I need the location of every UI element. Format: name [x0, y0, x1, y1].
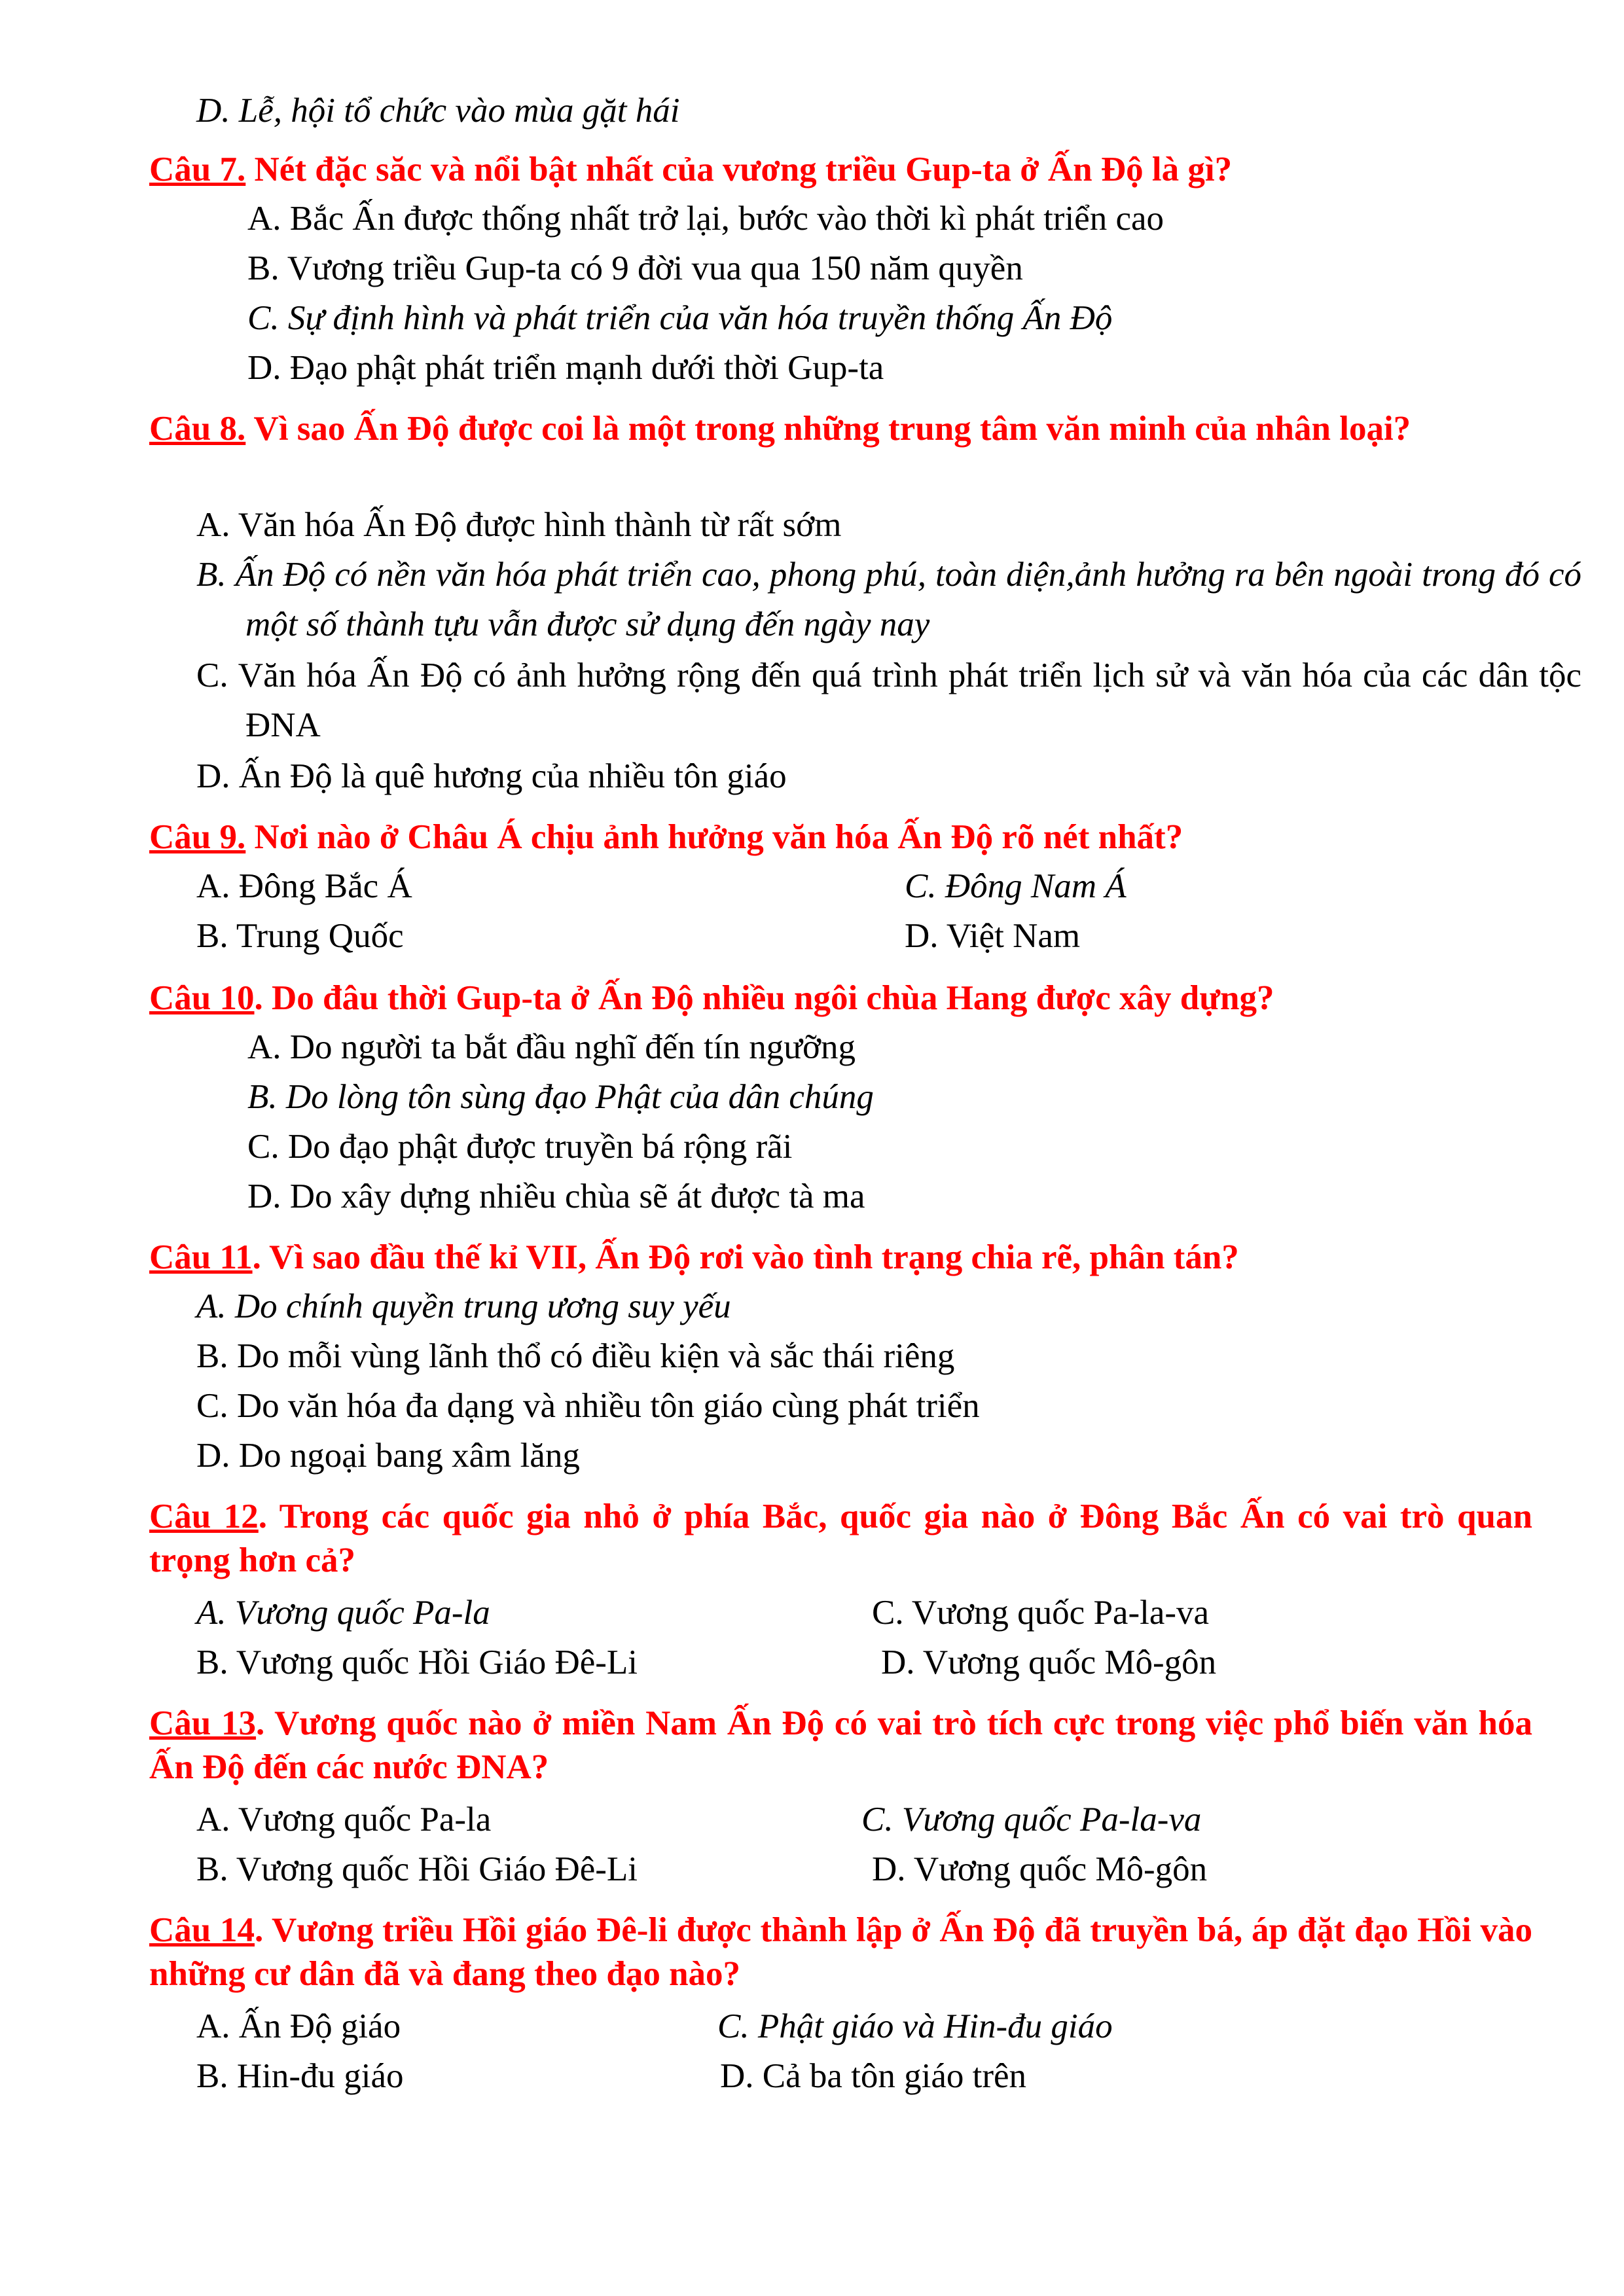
question-text: Vì sao Ấn Độ được coi là một trong những trung tâm văn minh của nhân loại? [245, 410, 1411, 448]
q8-option-a: A. Văn hóa Ấn Độ được hình thành từ rất sớm [196, 506, 842, 544]
q10-option-a: A. Do người ta bắt đầu nghĩ đến tín ngưỡng [247, 1028, 856, 1066]
question-text: Nét đặc săc và nổi bật nhất của vương triều Gup-ta ở Ấn Độ là gì? [245, 151, 1233, 188]
carryover-option: D. Lễ, hội tổ chức vào mùa gặt hái [196, 92, 680, 130]
q9-option-d: D. Việt Nam [905, 917, 1081, 955]
question-text: . Trong các quốc gia nhỏ ở phía Bắc, quốc gia nào ở Đông Bắc Ấn có vai trò quan trọng hơn cả? [149, 1498, 1532, 1579]
question-label: Câu 10 [149, 979, 255, 1017]
question-text: . Vương triều Hồi giáo Đê-li được thành lập ở Ấn Độ đã truyền bá, áp đặt đạo Hồi vào những cư dân đã và đang theo đạo nào? [149, 1911, 1532, 1993]
question-label: Câu 13 [149, 1704, 257, 1742]
question-9 [149, 816, 1532, 859]
q13-option-d: D. Vương quốc Mô-gôn [872, 1850, 1208, 1888]
question-label: Câu 9. [149, 818, 246, 856]
question-text: . Vì sao đầu thế kỉ VII, Ấn Độ rơi vào tình trạng chia rẽ, phân tán? [252, 1238, 1239, 1276]
q12-option-a: A. Vương quốc Pa-la [196, 1594, 490, 1632]
q11-option-b: B. Do mỗi vùng lãnh thổ có điều kiện và sắc thái riêng [196, 1337, 955, 1375]
q11-option-c: C. Do văn hóa đa dạng và nhiều tôn giáo cùng phát triển [196, 1387, 980, 1425]
question-label: Câu 8. [149, 410, 246, 448]
question-7 [149, 148, 1532, 192]
q10-option-c: C. Do đạo phật được truyền bá rộng rãi [247, 1128, 793, 1166]
q8-option-d: D. Ấn Độ là quê hương của nhiều tôn giáo [196, 757, 787, 795]
question-14 [149, 1909, 1532, 1996]
question-text: . Do đâu thời Gup-ta ở Ấn Độ nhiều ngôi chùa Hang được xây dựng? [254, 979, 1274, 1017]
q11-option-d: D. Do ngoại bang xâm lăng [196, 1437, 580, 1475]
q9-option-b: B. Trung Quốc [196, 917, 404, 955]
question-11 [149, 1236, 1532, 1280]
q7-option-a: A. Bắc Ấn được thống nhất trở lại, bước vào thời kì phát triển cao [247, 200, 1164, 238]
question-text: Nơi nào ở Châu Á chịu ảnh hưởng văn hóa Ấn Độ rõ nét nhất? [245, 818, 1183, 856]
question-label: Câu 12 [149, 1498, 259, 1535]
question-label: Câu 14 [149, 1911, 255, 1949]
q14-option-a: A. Ấn Độ giáo [196, 2007, 401, 2045]
q12-option-c: C. Vương quốc Pa-la-va [872, 1594, 1210, 1632]
question-label: Câu 11 [149, 1238, 253, 1276]
q7-option-d: D. Đạo phật phát triển mạnh dưới thời Gup-ta [247, 349, 884, 387]
q10-option-b: B. Do lòng tôn sùng đạo Phật của dân chúng [247, 1078, 874, 1116]
q12-option-d: D. Vương quốc Mô-gôn [881, 1643, 1217, 1681]
q7-option-c: C. Sự định hình và phát triển của văn hóa truyền thống Ấn Độ [247, 299, 1113, 337]
q9-option-a: A. Đông Bắc Á [196, 867, 412, 905]
question-label: Câu 7. [149, 151, 246, 188]
q13-option-c: C. Vương quốc Pa-la-va [861, 1801, 1202, 1839]
question-10 [149, 977, 1532, 1020]
q7-option-b: B. Vương triều Gup-ta có 9 đời vua qua 150 năm quyền [247, 249, 1023, 287]
q9-option-c: C. Đông Nam Á [905, 867, 1127, 905]
question-12 [149, 1495, 1532, 1583]
question-text: . Vương quốc nào ở miền Nam Ấn Độ có vai trò tích cực trong việc phổ biến văn hóa Ấn Độ đến các nước ĐNA? [149, 1704, 1532, 1786]
question-13 [149, 1702, 1532, 1789]
q12-option-b: B. Vương quốc Hồi Giáo Đê-Li [196, 1643, 638, 1681]
q14-option-b: B. Hin-đu giáo [196, 2057, 404, 2095]
q13-option-b: B. Vương quốc Hồi Giáo Đê-Li [196, 1850, 638, 1888]
q14-option-c: C. Phật giáo và Hin-đu giáo [717, 2007, 1113, 2045]
q8-option-b: B. Ấn Độ có nền văn hóa phát triển cao, phong phú, toàn diện,ảnh hưởng ra bên ngoài trong đó có một số thành tựu vẫn được sử dụng đến ngày nay [196, 556, 1581, 643]
q10-option-d: D. Do xây dựng nhiều chùa sẽ át được tà ma [247, 1177, 865, 1215]
q13-option-a: A. Vương quốc Pa-la [196, 1801, 492, 1839]
question-8 [149, 407, 1532, 451]
q14-option-d: D. Cả ba tôn giáo trên [720, 2057, 1027, 2095]
q11-option-a: A. Do chính quyền trung ương suy yếu [196, 1287, 731, 1325]
q8-option-c: C. Văn hóa Ấn Độ có ảnh hưởng rộng đến quá trình phát triển lịch sử và văn hóa của các dân tộc ĐNA [196, 656, 1581, 744]
